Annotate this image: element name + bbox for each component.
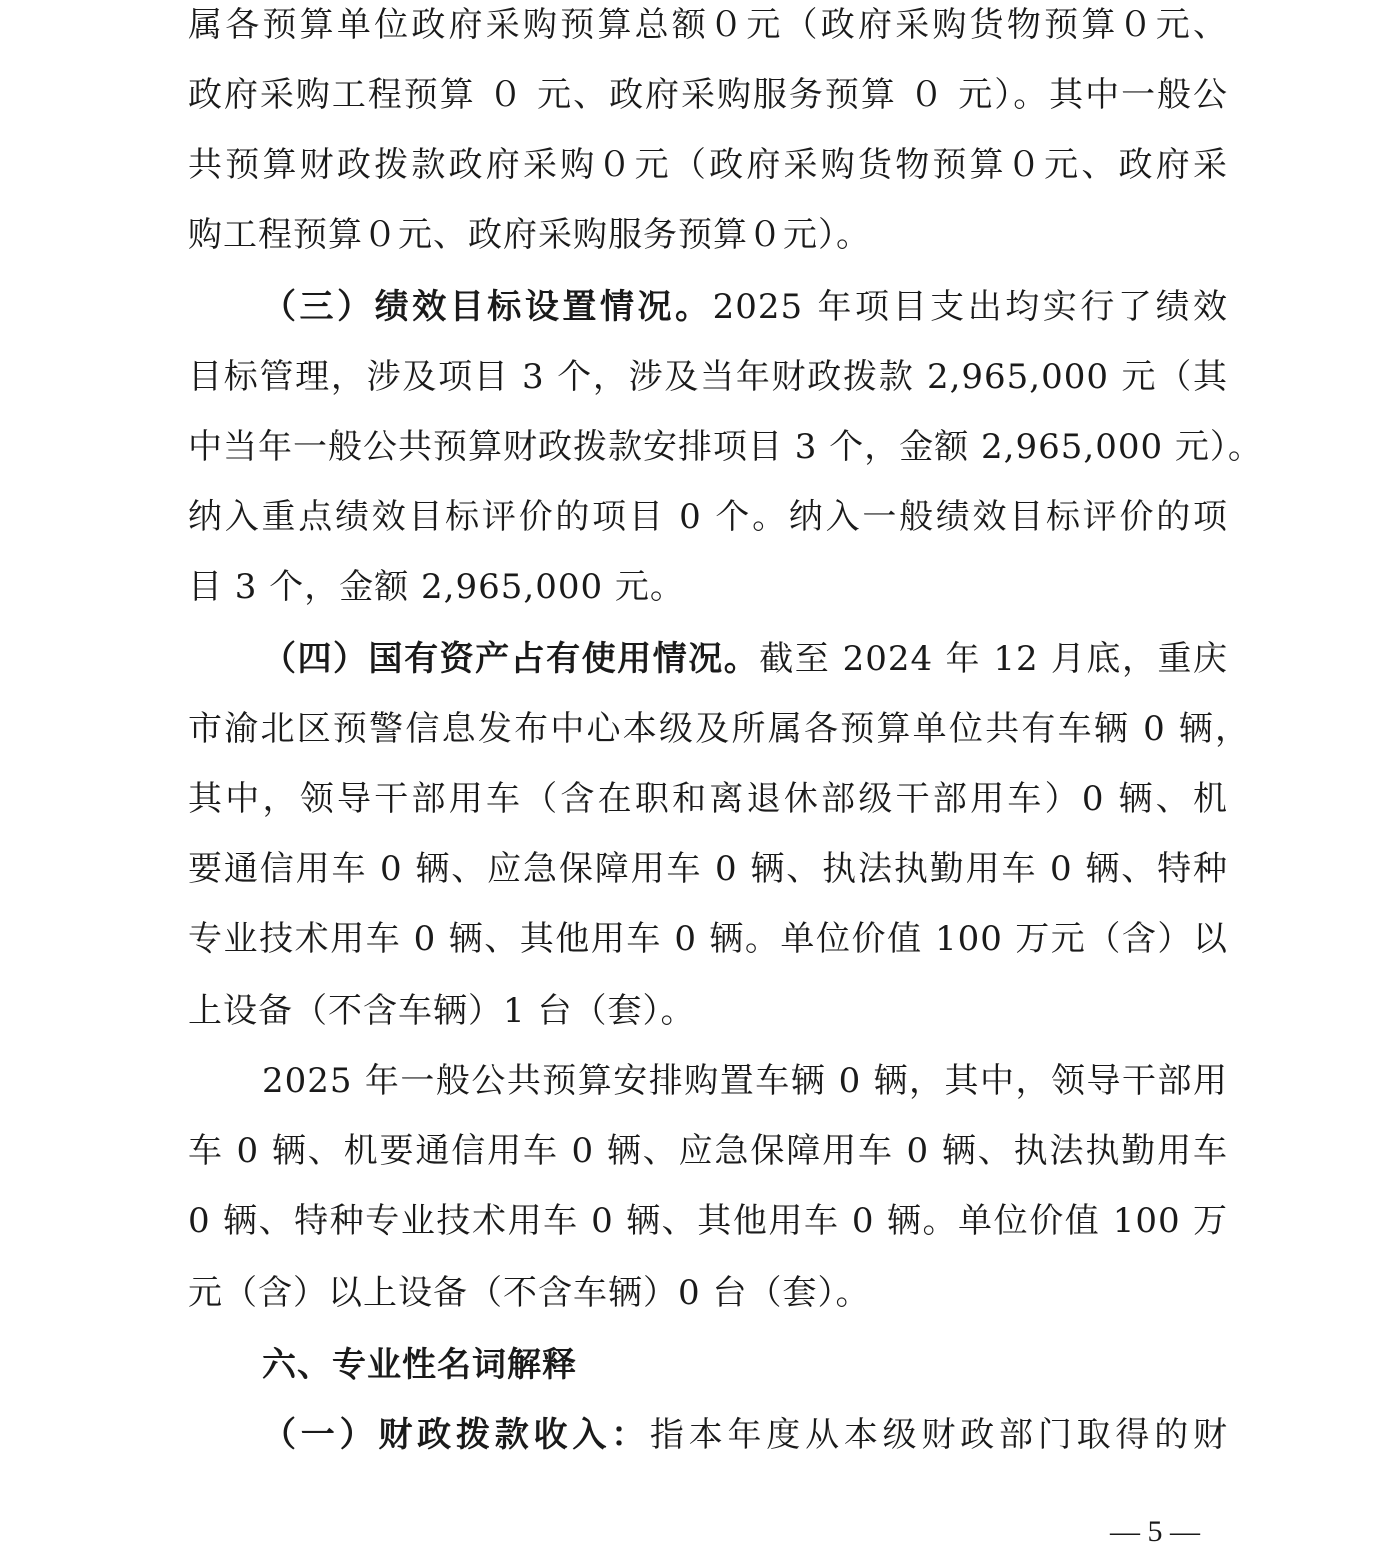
text-line: 2025 年一般公共预算安排购置车辆 0 辆，其中，领导干部用 [262,1061,1228,1101]
text-line: 政府采购工程预算 ０ 元、政府采购服务预算 ０ 元）。其中一般公 [188,75,1228,115]
text-line: 0 辆、特种专业技术用车 0 辆、其他用车 0 辆。单位价值 100 万 [188,1201,1228,1241]
text-line: 元（含）以上设备（不含车辆）0 台（套）。 [188,1273,871,1313]
term-heading-fiscal-appropriation: （一）财政拨款收入： [262,1415,650,1455]
text-run: 指本年度从本级财政部门取得的财 [649,1415,1229,1455]
text-line: 共预算财政拨款政府采购０元（政府采购货物预算０元、政府采 [188,145,1228,185]
text-line: 要通信用车 0 辆、应急保障用车 0 辆、执法执勤用车 0 辆、特种 [188,849,1228,889]
text-line: 纳入重点绩效目标评价的项目 0 个。纳入一般绩效目标评价的项 [188,497,1228,537]
section-heading-performance-goals: （三）绩效目标设置情况。 [262,287,713,327]
text-line: 目 3 个，金额 2,965,000 元。 [188,567,685,607]
text-line: 专业技术用车 0 辆、其他用车 0 辆。单位价值 100 万元（含）以 [188,919,1228,959]
text-line: 上设备（不含车辆）1 台（套）。 [188,991,696,1031]
paragraph-state-assets [262,638,1228,680]
paragraph-performance-goals [262,286,1228,328]
section-heading-terminology: 六、专业性名词解释 [262,1345,577,1385]
text-run: 截至 2024 年 12 月底，重庆 [759,639,1228,679]
page-number: — 5 — [1110,1515,1200,1548]
text-line: 购工程预算０元、政府采购服务预算０元）。 [188,215,871,255]
text-line: 属各预算单位政府采购预算总额０元（政府采购货物预算０元、 [188,5,1228,45]
paragraph-fiscal-appropriation [262,1414,1228,1456]
text-line: 其中，领导干部用车（含在职和离退休部级干部用车）0 辆、机 [188,779,1228,819]
text-line: 市渝北区预警信息发布中心本级及所属各预算单位共有车辆 0 辆， [188,709,1250,749]
text-run: 2025 年项目支出均实行了绩效 [712,287,1228,327]
section-heading-state-assets: （四）国有资产占有使用情况。 [262,639,760,679]
text-line: 中当年一般公共预算财政拨款安排项目 3 个，金额 2,965,000 元）。 [188,427,1263,467]
text-line: 目标管理，涉及项目 3 个，涉及当年财政拨款 2,965,000 元（其 [188,357,1228,397]
text-line: 车 0 辆、机要通信用车 0 辆、应急保障用车 0 辆、执法执勤用车 [188,1131,1228,1171]
